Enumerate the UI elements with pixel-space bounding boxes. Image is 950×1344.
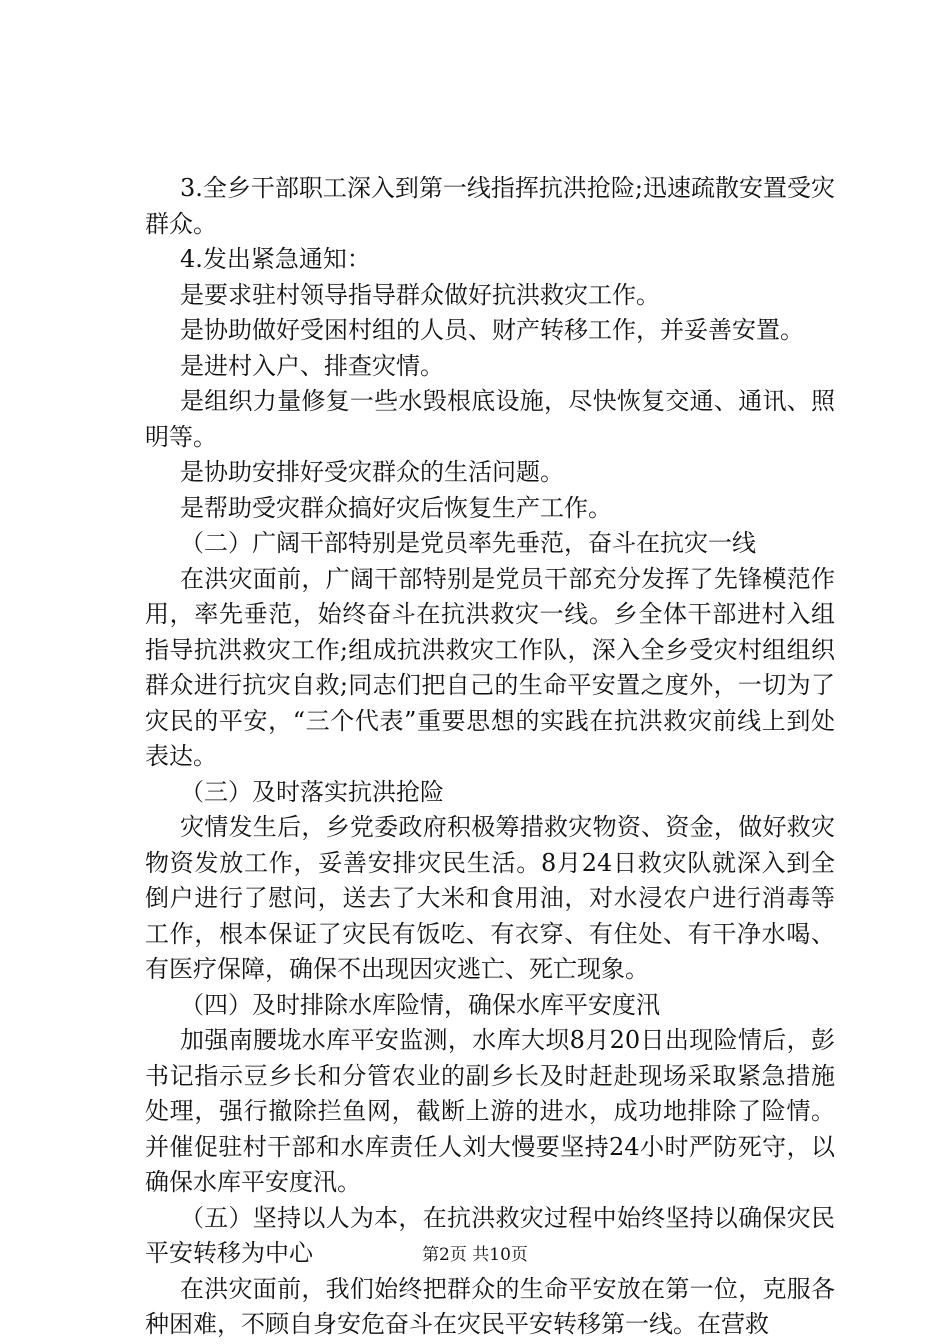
- paragraph-notice-1: 是要求驻村领导指导群众做好抗洪救灾工作。: [180, 280, 660, 309]
- paragraph-section-5: 在洪灾面前，我们始终把群众的生命平安放在第一位，克服各种困难，不顾自身安危奋斗在灾民平安转移第一线。在营救: [145, 1274, 835, 1338]
- paragraph-section-4: 加强南腰垅水库平安监测，水库大坝8月20日出现险情后，彭书记指示豆乡长和分管农业的副乡长及时赶赴现场采取紧急措施处理，强行撤除拦鱼网，截断上游的进水，成功地排除了险情。并催促驻村干部和水库责任人刘大慢要坚持24小时严防死守，以确保水库平安度汛。: [145, 1026, 835, 1196]
- paragraph-notice-2: 是协助做好受困村组的人员、财产转移工作，并妥善安置。: [180, 316, 804, 344]
- paragraph-notice-6: 是帮助受灾群众搞好灾后恢复生产工作。: [180, 493, 612, 522]
- paragraph-notice-4: 是组织力量修复一些水毁根底设施，尽快恢复交通、通讯、照明等。: [145, 387, 835, 451]
- section-heading-3: （三）及时落实抗洪抢险: [180, 777, 444, 806]
- section-heading-2: （二）广阔干部特别是党员率先垂范，奋斗在抗灾一线: [180, 529, 756, 557]
- section-heading-4: （四）及时排除水库险情，确保水库平安度汛: [180, 990, 660, 1019]
- page-number-label: 第2页 共10页: [422, 1245, 528, 1265]
- paragraph-item-4: 4.发出紧急通知：: [180, 245, 371, 273]
- document-body: [145, 171, 835, 1343]
- paragraph-item-3: 3.全乡干部职工深入到第一线指挥抗洪抢险;迅速疏散安置受灾群众。: [145, 174, 835, 238]
- paragraph-notice-3: 是进村入户、排查灾情。: [180, 351, 444, 380]
- paragraph-section-3: 灾情发生后，乡党委政府积极筹措救灾物资、资金，做好救灾物资发放工作，妥善安排灾民生活。8月24日救灾队就深入到全倒户进行了慰问，送去了大米和食用油，对水浸农户进行消毒等工作，根本保证了灾民有饭吃、有衣穿、有住处、有干净水喝、有医疗保障，确保不出现因灾逃亡、死亡现象。: [145, 813, 835, 983]
- section-heading-5: （五）坚持以人为本，在抗洪救灾过程中始终坚持以确保灾民平安转移为中心: [145, 1203, 835, 1267]
- page-footer: [0, 1244, 950, 1266]
- paragraph-notice-5: 是协助安排好受灾群众的生活问题。: [180, 458, 564, 486]
- paragraph-section-2: 在洪灾面前，广阔干部特别是党员干部充分发挥了先锋模范作用，率先垂范，始终奋斗在抗洪救灾一线。乡全体干部进村入组指导抗洪救灾工作;组成抗洪救灾工作队，深入全乡受灾村组组织群众进行抗灾自救;同志们把自己的生命平安置之度外，一切为了灾民的平安，“三个代表”重要思想的实践在抗洪救灾前线上到处表达。: [145, 564, 835, 770]
